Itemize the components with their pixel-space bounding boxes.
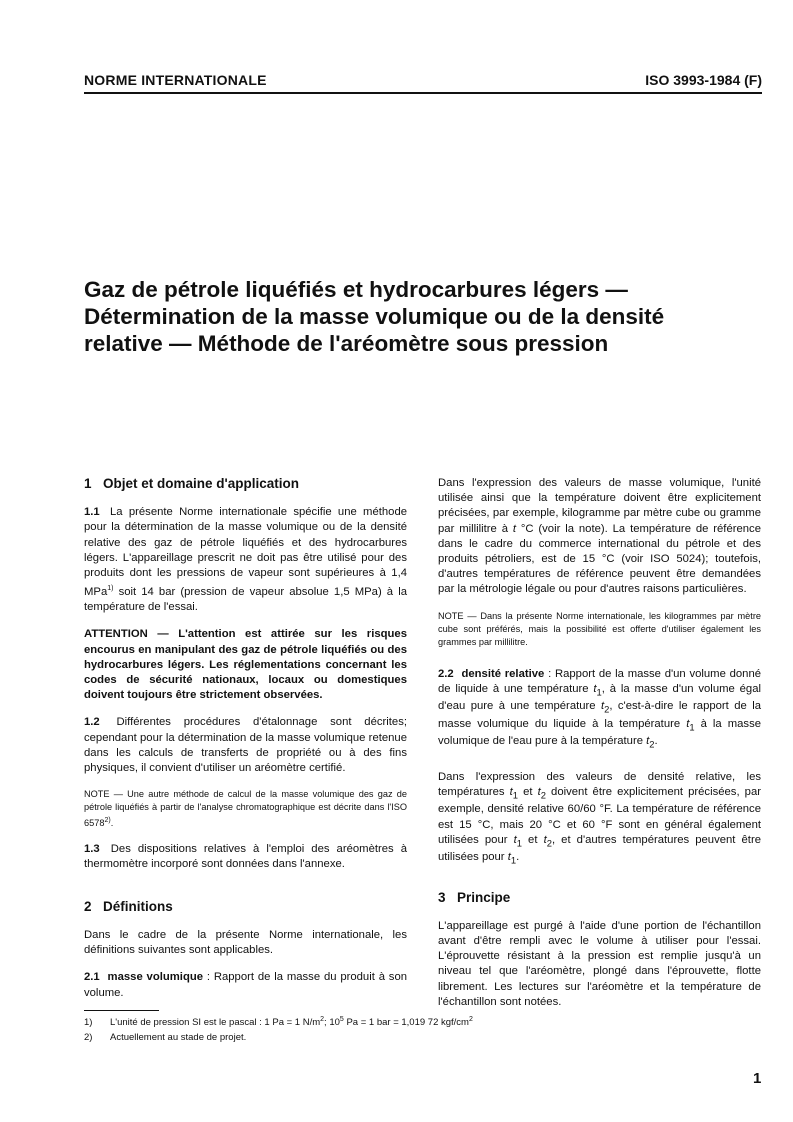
paragraph-principle: L'appareillage est purgé à l'aide d'une portion de l'échantillon avant d'être rempli avec le volume à utiliser pour l'essai. L'éprouvette résistant à la pression est remplie jusqu'à un niveau tel que l'aréomètre, plongé dans l'éprouvette, flotte librement. Les lectures sur l'aréomètre et la température de l'échantillon sont notées. — [438, 919, 761, 1008]
paragraph-1-1: 1.1 La présente Norme internationale spécifie une méthode pour la détermination de la masse volumique ou de la densité relative des gaz de pétrole liquéfiés et des hydrocarbures légers. L'appareillage prescrit ne doit pas être utilisé pour des produits dont les pressions de vapeur sont supérieures à 1,4 MPa$^{1)}$ soit 14 bar (pression de vapeur absolue 1,5 MPa) à la température de l'essai. — [84, 506, 408, 614]
title-line: Détermination de la masse volumique ou de la densité — [84, 304, 665, 329]
section-heading: 2 Définitions — [84, 898, 173, 914]
header-standard-number: ISO 3993-1984 (F) — [645, 72, 762, 88]
note: NOTE — Une autre méthode de calcul de la masse volumique des gaz de pétrole liquéfiés à partir de l'analyse chromatographique est décrite dans l'ISO 6578$^{2)}$. — [84, 789, 407, 829]
definitions-intro: Dans le cadre de la présente Norme internationale, les définitions suivantes sont applicables. — [84, 928, 407, 957]
left-column — [84, 476, 407, 1013]
page-header — [84, 70, 762, 94]
title-line: relative — Méthode de l'aréomètre sous pression — [84, 331, 609, 356]
footnote-1: 1) L'unité de pression SI est le pascal : 1 Pa = 1 $N/m^2$; $10^5$ Pa = 1 bar = 1,019 72 kgf/$cm^2$ — [84, 1016, 473, 1029]
section-heading: 3 Principe — [438, 889, 511, 905]
paragraph-1-3: 1.3 Des dispositions relatives à l'emploi des aréomètres à thermomètre incorporé sont données dans l'annexe. — [84, 843, 407, 871]
note: NOTE — Dans la présente Norme internationale, les kilogrammes par mètre cube sont préférés, mais la possibilité est offerte d'utiliser également les grammes par millilitre. — [438, 610, 761, 647]
section-heading: 1 Objet et domaine d'application — [84, 476, 299, 491]
title-line: Gaz de pétrole liquéfiés et hydrocarbures légers — — [84, 277, 628, 302]
document-title — [84, 276, 734, 357]
footnote-divider — [84, 1010, 159, 1011]
paragraph-relative-density: Dans l'expression des valeurs de densité relative, les températures $t_1$ et $t_2$ doivent être explicitement précisées, par exemple, densité relative 60/60 °F. La température de référence est 15 °C, mais 20 °C et 60 °F sont en général également utilisées pour $t_1$ et $t_2$, et d'autres températures peuvent être utilisées pour $t_1$. — [438, 770, 761, 866]
attention-warning: ATTENTION — L'attention est attirée sur les risques encourus en manipulant des gaz de pétrole liquéfiés ou des hydrocarbures légers. Les réglementations concernant les codes de sécurité nationaux, locaux ou domestiques doivent toujours être strictement observées. — [84, 628, 407, 702]
footnote-2: 2) Actuellement au stade de projet. — [84, 1032, 247, 1043]
paragraph-density-units: Dans l'expression des valeurs de masse volumique, l'unité utilisée ainsi que la température doivent être explicitement précisées, par exemple, kilogramme par mètre cube ou gramme par millilitre à t °C (voir la note). La température de référence dans le cadre du commerce international du pétrole et des produits pétroliers, est de 15 °C (voir ISO 5024); toutefois, d'autres températures de référence peuvent être demandées par la métrologie légale ou pour d'autres raisons particulières. — [438, 477, 761, 596]
paragraph-1-2: 1.2 Différentes procédures d'étalonnage sont décrites; cependant pour la détermination de la masse volumique retenue dans les calculs de transferts de propriété ou à des fins physiques, il convient d'utiliser un aréomètre certifié. — [84, 716, 407, 775]
header-standard-type: NORME INTERNATIONALE — [84, 72, 267, 88]
paragraph-2-2: 2.2 densité relative : Rapport de la masse d'un volume donné de liquide à une température $t_1$, à la masse d'un volume égal d'eau pure à une température $t_2$, c'est-à-dire le rapport de la masse volumique du liquide à la température $t_1$ à la masse volumique de l'eau pure à la température $t_2$. — [438, 667, 762, 750]
right-column — [438, 476, 761, 1022]
page-number: 1 — [753, 1070, 762, 1087]
paragraph-2-1: 2.1 masse volumique : Rapport de la masse du produit à son volume. — [84, 971, 408, 999]
